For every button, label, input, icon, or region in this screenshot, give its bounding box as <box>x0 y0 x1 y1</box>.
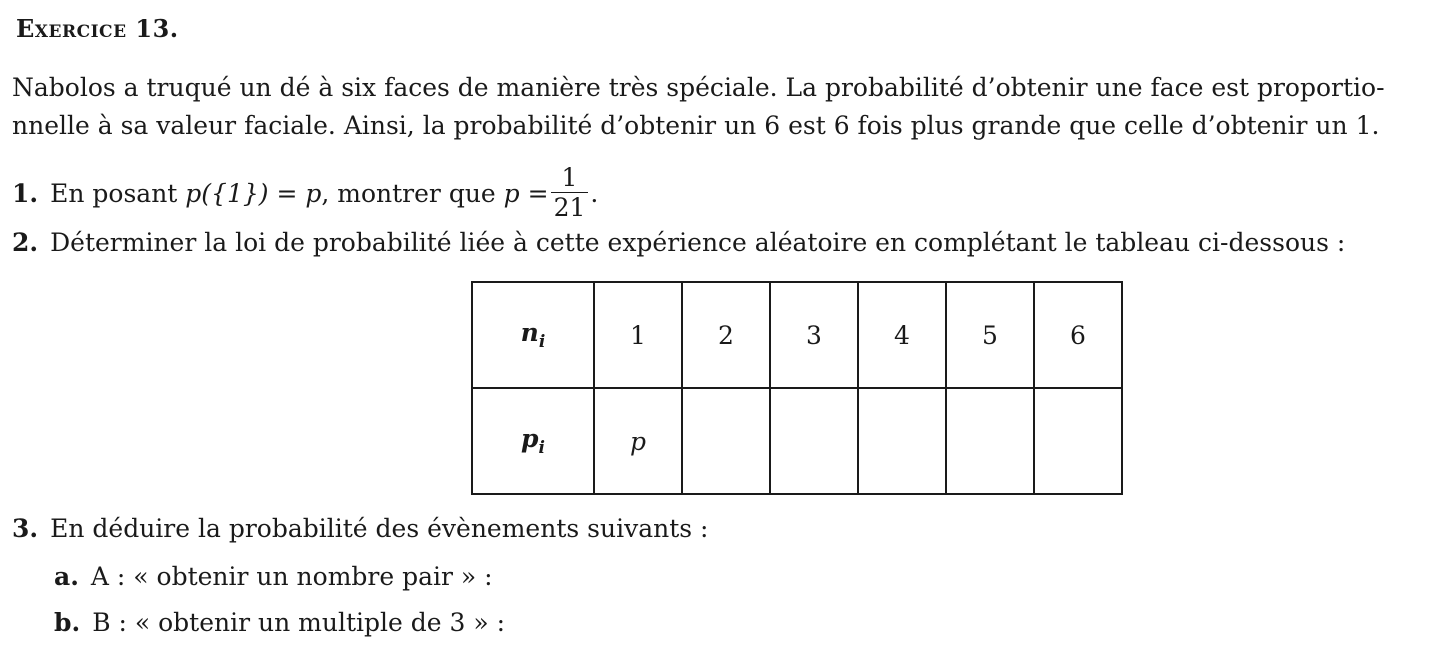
n-value-cell: 5 <box>946 282 1034 388</box>
intro-line-2: nnelle à sa valeur faciale. Ainsi, la probabilité d’obtenir un 6 est 6 fois plus grande que celle d’obtenir un 1. <box>12 111 1380 140</box>
p-value-cell-empty <box>858 388 946 494</box>
n-value-cell: 2 <box>682 282 770 388</box>
question-3 <box>12 510 1432 548</box>
table-row-values <box>472 282 1122 388</box>
question-1 <box>12 163 1432 225</box>
question-2-number: 2. <box>12 228 39 257</box>
p-value-cell-empty <box>682 388 770 494</box>
question-1-text-middle: , montrer que <box>321 179 504 208</box>
p-value-cell-empty <box>1034 388 1122 494</box>
probability-table <box>471 281 1123 495</box>
intro-line-1: Nabolos a truqué un dé à six faces de manière très spéciale. La probabilité d’obtenir une face est proportio- <box>12 73 1385 102</box>
header-p-i <box>472 388 594 494</box>
n-value-cell: 4 <box>858 282 946 388</box>
item-b-label: b. <box>54 608 81 637</box>
p-value-cell: p <box>594 388 682 494</box>
header-n-base: n <box>520 318 539 347</box>
question-3-text: En déduire la probabilité des évènements suivants : <box>50 514 709 543</box>
header-n-i <box>472 282 594 388</box>
fraction-one-over-21 <box>551 164 589 223</box>
question-3-number: 3. <box>12 514 39 543</box>
item-a-text: A : « obtenir un nombre pair » : <box>90 562 493 591</box>
n-value-cell: 3 <box>770 282 858 388</box>
question-1-number: 1. <box>12 179 39 208</box>
fraction-numerator: 1 <box>551 164 589 193</box>
item-a-label: a. <box>54 562 79 591</box>
n-value-cell: 1 <box>594 282 682 388</box>
question-3-item-a <box>54 558 493 596</box>
question-1-math-expr: p({1}) = p <box>185 179 322 208</box>
question-2-text: Déterminer la loi de probabilité liée à cette expérience aléatoire en complétant le tableau ci-dessous : <box>50 228 1346 257</box>
question-1-text-after: . <box>590 179 599 208</box>
table-row-probabilities <box>472 388 1122 494</box>
question-1-math-p: p = <box>503 179 549 208</box>
n-value-cell: 6 <box>1034 282 1122 388</box>
fraction-denominator: 21 <box>553 193 586 222</box>
header-n-sub: i <box>538 332 546 352</box>
header-p-sub: i <box>538 438 545 458</box>
p-value-cell-empty <box>946 388 1034 494</box>
p-value-cell-empty <box>770 388 858 494</box>
exercise-title: Exercice 13. <box>16 14 179 43</box>
header-p-base: p <box>521 424 539 453</box>
question-3-item-b <box>54 604 505 642</box>
item-b-text: B : « obtenir un multiple de 3 » : <box>92 608 506 637</box>
question-1-text-before: En posant <box>50 179 186 208</box>
question-2 <box>12 224 1432 262</box>
